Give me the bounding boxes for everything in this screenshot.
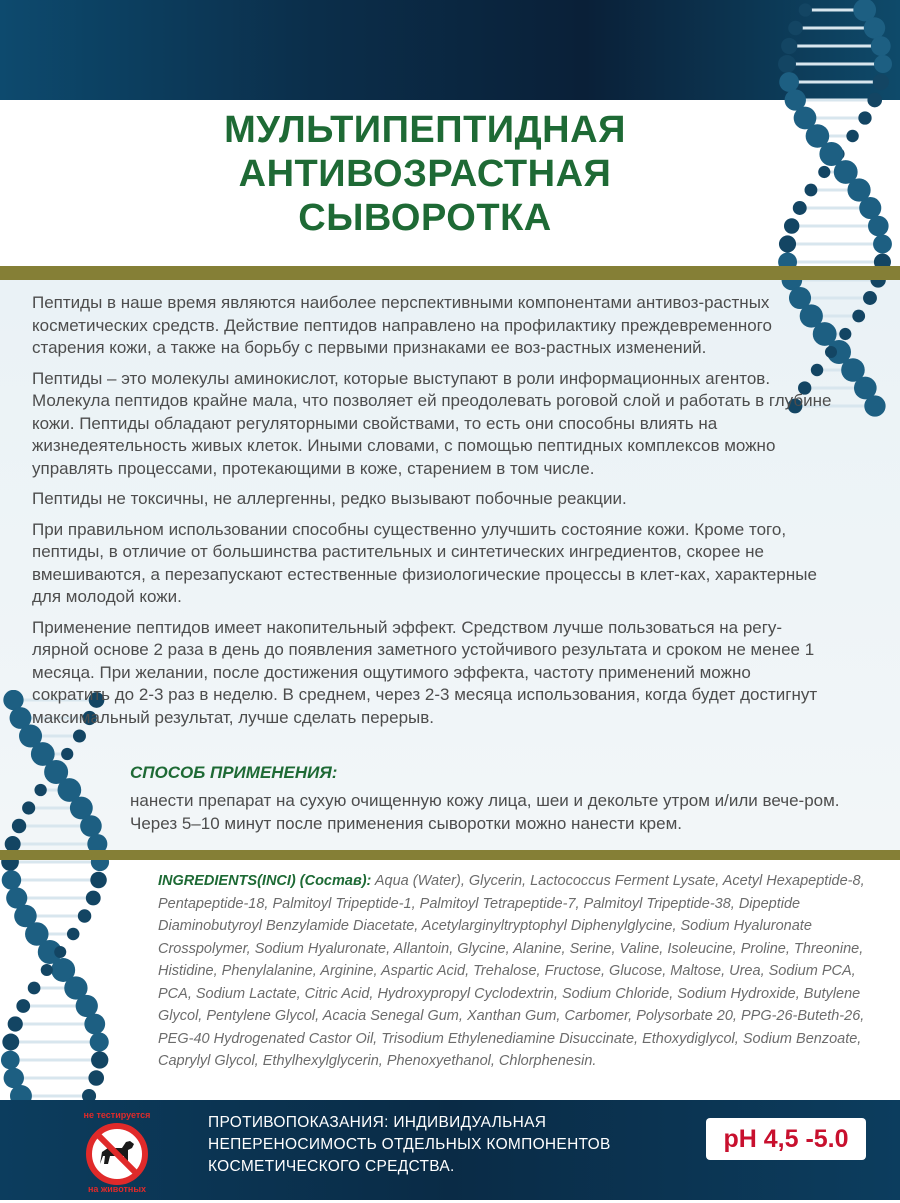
ingredients-label: INGREDIENTS(INCI) (Состав): xyxy=(158,873,372,889)
dna-helix-left-icon xyxy=(0,690,150,1110)
ph-badge: pH 4,5 -5.0 xyxy=(706,1118,866,1160)
title-line-2: АНТИВОЗРАСТНАЯ xyxy=(238,153,612,195)
contraindications-text: ПРОТИВОПОКАЗАНИЯ: ИНДИВИДУАЛЬНАЯ НЕПЕРЕНОСИМОСТЬ ОТДЕЛЬНЫХ КОМПОНЕНТОВ КОСМЕТИЧЕСКОГО СРЕДСТВА. xyxy=(208,1114,611,1175)
page-title xyxy=(0,108,850,240)
paragraph: При правильном использовании способны существенно улучшить состояние кожи. Кроме того, пептиды, в отличие от большинства растительных и синтетических ингредиентов, скорее не вмешиваются, а перезапускают естественные физиологические процессы в клет-ках, характерные для молодой кожи. xyxy=(32,519,817,606)
title-line-3: СЫВОРОТКА xyxy=(298,197,552,239)
ingredients-list: Aqua (Water), Glycerin, Lactococcus Ferment Lysate, Acetyl Hexapeptide-8, Pentapeptide-18, Palmitoyl Tripeptide-1, Palmitoyl Tetrapeptide-7, Palmitoyl Tripeptide-38, Dipeptide Diaminobutyroyl Benzylamide Diacetate, Acetylarginyltryptophyl Diphenylglycine, Sodium Hyaluronate Crosspolymer, Sodium Hyaluronate, Allantoin, Glycine, Alanine, Serine, Valine, Isoleucine, Proline, Threonine, Histidine, Phenylalanine, Arginine, Aspartic Acid, Trehalose, Fructose, Glucose, Maltose, Urea, Sodium PCA, PCA, Sodium Lactate, Citric Acid, Hydroxypropyl Cyclodextrin, Sodium Chloride, Sodium Hydroxide, Butylene Glycol, Pentylene Glycol, Acacia Senegal Gum, Xanthan Gum, Carbomer, Polysorbate 20, PPG-26-Buteth-26, PEG-40 Hydrogenated Castor Oil, Trisodium Ethylenediamine Disuccinate, Ethoxydiglycol, Sodium Benzoate, Caprylyl Glycol, Ethylhexylglycerin, Phenoxyethanol, Chlorphenesin. xyxy=(158,873,865,1069)
divider-top xyxy=(0,266,900,280)
usage-heading: СПОСОБ ПРИМЕНЕНИЯ: xyxy=(130,763,338,782)
badge-bottom-text: на животных xyxy=(87,1184,147,1194)
paragraph: Пептиды не токсичны, не аллергенны, редко вызывают побочные реакции. xyxy=(32,489,627,508)
no-animal-testing-badge xyxy=(72,1108,162,1198)
description-text xyxy=(32,292,832,737)
title-line-1: МУЛЬТИПЕПТИДНАЯ xyxy=(224,109,626,151)
ingredients-block xyxy=(158,870,888,1073)
divider-bottom xyxy=(0,850,900,860)
usage-text: нанести препарат на сухую очищенную кожу лица, шеи и декольте утром и/или вече-ром. Через 5–10 минут после применения сыворотки можно нанести крем. xyxy=(130,791,840,833)
paragraph: Применение пептидов имеет накопительный эффект. Средством лучше пользоваться на регу-лярной основе 2 раза в день до появления заметного устойчивого результата и сроком не менее 1 месяца. При желании, после достижения ощутимого эффекта, частоту применений можно сократить до 2-3 раз в неделю. В среднем, через 2-3 месяца использования, когда будет достигнут максимальный результат, лучше сделать перерыв. xyxy=(32,617,818,727)
badge-top-text: не тестируется xyxy=(83,1110,151,1120)
paragraph: Пептиды – это молекулы аминокислот, которые выступают в роли информационных агентов. Молекула пептидов крайне мала, что позволяет ей преодолевать роговой слой и работать в глубине кожи. Пептиды обладают регуляторными свойствами, то есть они способны влиять на жизнедеятельность живых клеток. Иными словами, с помощью пептидных комплексов можно управлять процессами, протекающими в коже, старением в том числе. xyxy=(32,368,832,478)
paragraph: Пептиды в наше время являются наиболее перспективными компонентами антивоз-растных косметических средств. Действие пептидов направлено на профилактику преждевременного старения кожи, а также на борьбу с первыми признаками ее воз-растных изменений. xyxy=(32,293,772,357)
